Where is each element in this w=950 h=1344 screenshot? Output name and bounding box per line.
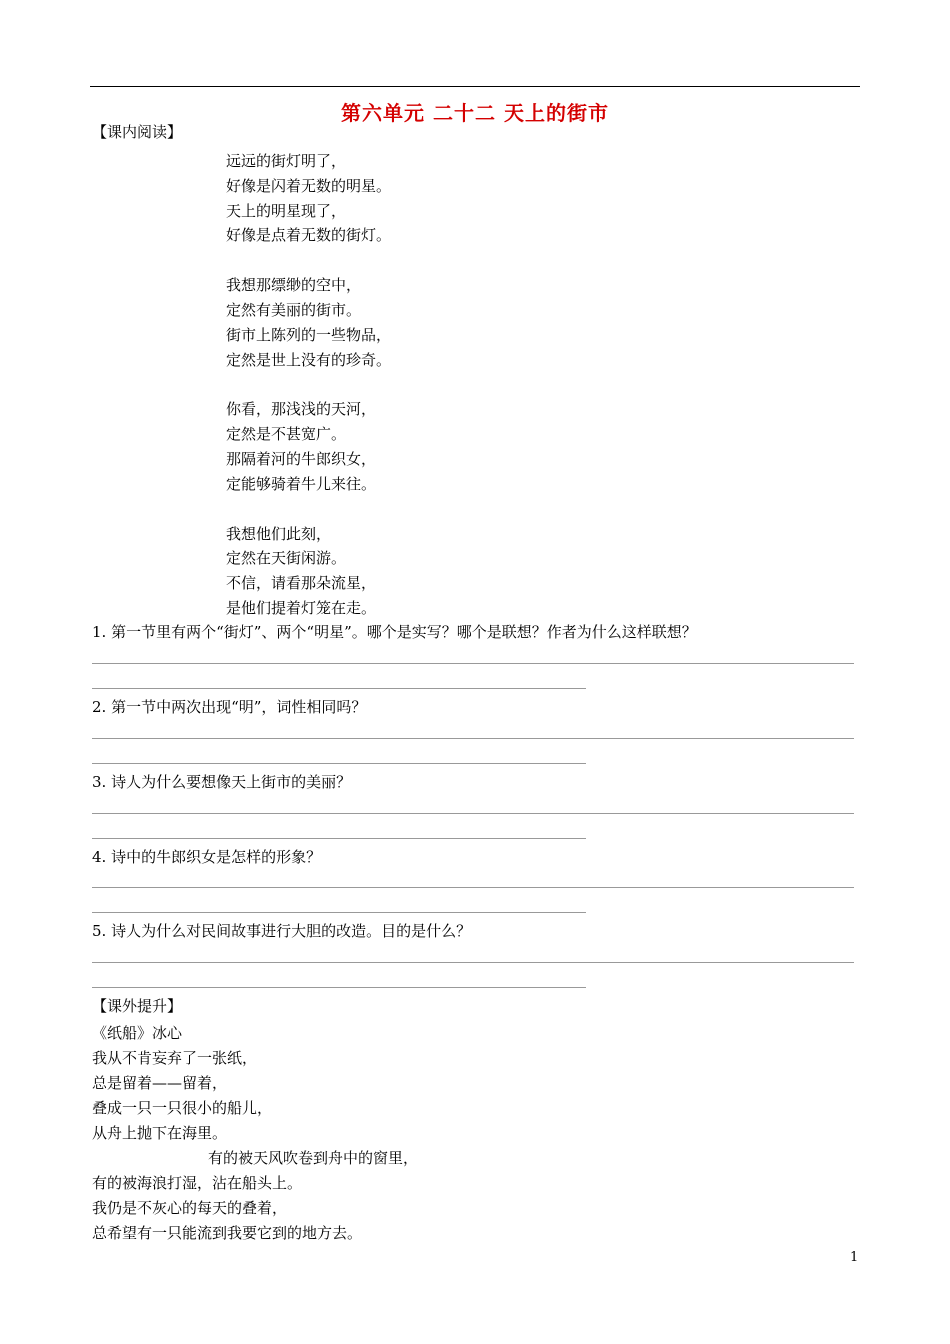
poem-line: 定然是不甚宽广。 [226,425,347,444]
reading-heading: 《纸船》冰心 [92,1024,183,1042]
poem-stanza [226,397,391,496]
question-5: 5. 诗人为什么对民间故事进行大胆的改造。目的是什么？ [92,922,472,940]
poem-line: 定然是世上没有的珍奇。 [226,350,392,369]
poem-line: 远远的街灯明了， [226,152,347,170]
reading-line: 从舟上抛下在海里。 [92,1124,228,1142]
reading-line: 我从不肯妄弃了一张纸， [92,1049,258,1067]
poem-line: 定能够骑着牛儿来往。 [226,474,377,493]
reading-line: 总是留着——留着， [92,1074,228,1092]
reading-line: 有的被天风吹卷到舟中的窗里， [208,1149,419,1167]
answer-line[interactable] [92,887,854,888]
poem-line: 你看，那浅浅的天河， [226,400,377,419]
poem-line: 街市上陈列的一些物品， [226,325,392,344]
poem-line: 那隔着河的牛郎织女， [226,449,377,468]
answer-line[interactable] [92,663,854,664]
header-rule [90,86,860,87]
poem-line: 定然有美丽的街市。 [226,300,362,319]
page-number: 1 [850,1250,859,1265]
poem-line: 是他们提着灯笼在走。 [226,598,377,617]
reading-line: 我仍是不灰心的每天的叠着， [92,1199,288,1217]
poem [226,149,391,646]
section-label-in-class: 【课内阅读】 [92,123,183,141]
poem-line: 定然在天街闲游。 [226,549,347,568]
reading-line: 叠成一只一只很小的船儿， [92,1099,273,1117]
question-4: 4. 诗中的牛郎织女是怎样的形象？ [92,848,322,866]
page-title: 第六单元 二十二 天上的街市 [341,101,609,125]
poem-line: 好像是闪着无数的明星。 [226,176,392,195]
reading-line: 有的被海浪打湿，沾在船头上。 [92,1174,303,1192]
poem-stanza [226,522,391,621]
answer-line[interactable] [92,738,854,739]
answer-line[interactable] [92,987,586,988]
answer-line[interactable] [92,763,586,764]
question-1: 1. 第一节里有两个“街灯”、两个“明星”。哪个是实写？哪个是联想？作者为什么这样联想？ [92,623,697,641]
answer-line[interactable] [92,813,854,814]
question-2: 2. 第一节中两次出现“明”，词性相同吗？ [92,698,367,716]
poem-line: 我想他们此刻， [226,524,332,543]
question-3: 3. 诗人为什么要想像天上街市的美丽？ [92,773,352,791]
poem-line: 我想那缥缈的空中， [226,276,362,295]
answer-line[interactable] [92,962,854,963]
answer-line[interactable] [92,838,586,839]
answer-line[interactable] [92,688,586,689]
poem-line: 天上的明星现了， [226,201,347,220]
poem-line: 不信，请看那朵流星， [226,574,377,593]
poem-line: 好像是点着无数的街灯。 [226,226,392,245]
poem-stanza [226,273,391,372]
reading-line: 总希望有一只能流到我要它到的地方去。 [92,1224,363,1242]
section-label-out-class: 【课外提升】 [92,997,183,1015]
answer-line[interactable] [92,912,586,913]
poem-stanza [226,149,391,248]
extra-reading [92,1021,418,1246]
